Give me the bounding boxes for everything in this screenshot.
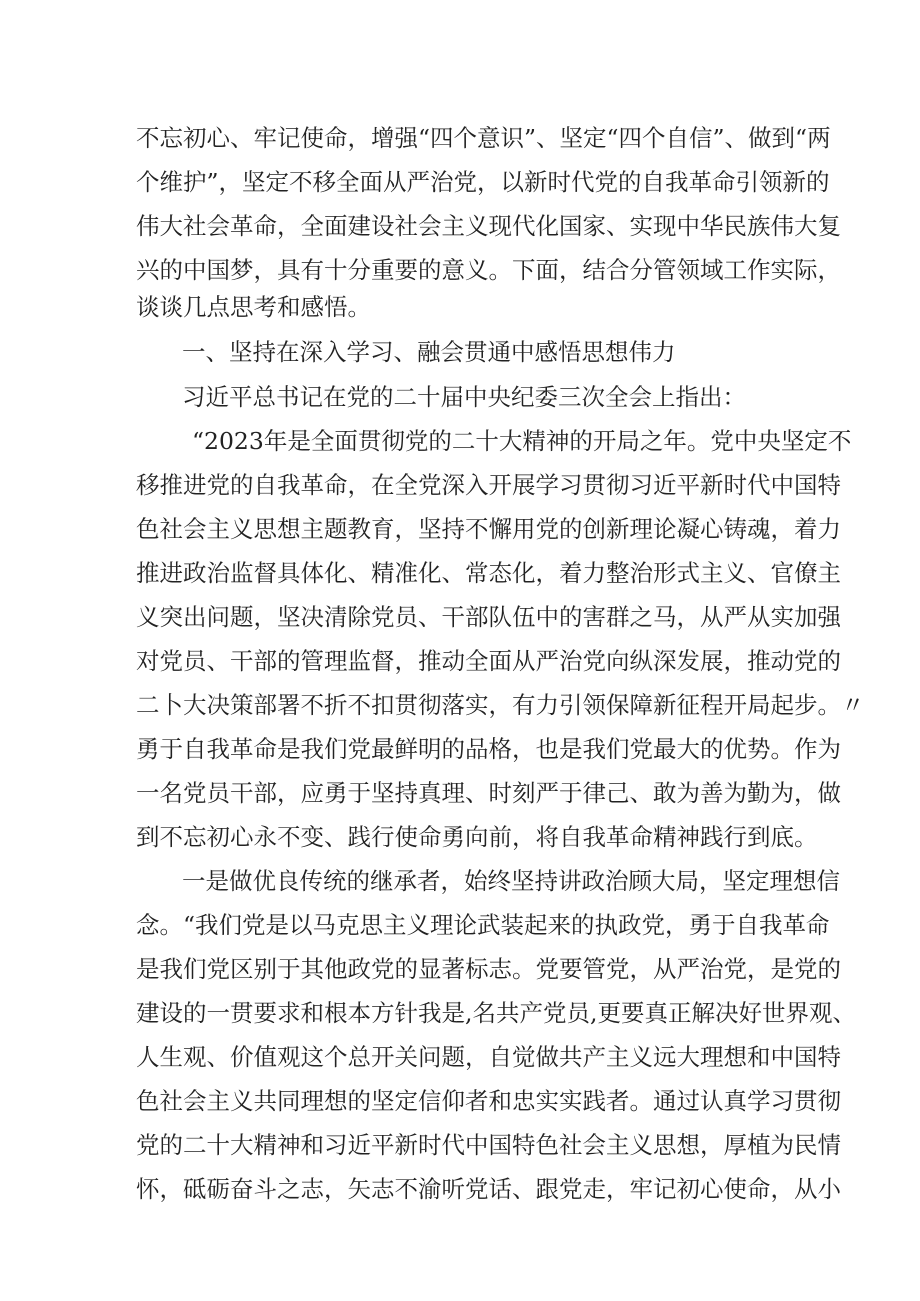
body-text-line: 党的二十大精神和习近平新时代中国特色社会主义思想，厚植为民情 bbox=[136, 1131, 841, 1159]
quote-text-line: 推进政治监督具体化、精准化、常态化，着力整治形式主义、官僚主 bbox=[136, 559, 841, 587]
quote-text-line: 色社会主义思想主题教育，坚持不懈用党的创新理论凝心铸魂，着力 bbox=[136, 515, 841, 543]
body-text-line: 不忘初心、牢记使命，增强“四个意识”、坚定“四个自信”、做到“两 bbox=[136, 124, 831, 152]
quote-text-line: 义突出问题，坚决清除党员、干部队伍中的害群之马，从严从实加强 bbox=[136, 603, 841, 631]
body-text-line: 一名党员干部，应勇于坚持真理、时刻严于律己、敢为善为勤为，做 bbox=[136, 779, 841, 807]
body-text-line: 个维护”，坚定不移全面从严治党，以新时代党的自我革命引领新的 bbox=[136, 168, 830, 196]
body-text-line: 一是做优良传统的继承者，始终坚持讲政治顾大局，坚定理想信 bbox=[182, 867, 840, 895]
quote-text-line: 二卜大决策部署不折不扣贯彻落实，有力引领保障新征程开局起步。〃 bbox=[136, 691, 865, 719]
quote-text-line: “2023年是全面贯彻党的二十大精神的开局之年。党中央坚定不 bbox=[192, 427, 852, 455]
body-text-line: 习近平总书记在党的二十届中央纪委三次全会上指出： bbox=[182, 383, 746, 411]
body-text-line: 谈谈几点思考和感悟。 bbox=[136, 293, 371, 321]
body-text-line: 人生观、价值观这个总开关问题，自觉做共产主义远大理想和中国特 bbox=[136, 1043, 841, 1071]
body-text-line: 到不忘初心永不变、践行使命勇向前，将自我革命精神践行到底。 bbox=[136, 823, 818, 851]
body-text-line: 念。“我们党是以马克思主义理论武装起来的执政党，勇于自我革命 bbox=[136, 911, 830, 939]
body-text-line: 是我们党区别于其他政党的显著标志。党要管党，从严治党，是党的 bbox=[136, 955, 841, 983]
body-text-line: 勇于自我革命是我们党最鲜明的品格，也是我们党最大的优势。作为 bbox=[136, 735, 841, 763]
body-text-line: 色社会主义共同理想的坚定信仰者和忠实实践者。通过认真学习贯彻 bbox=[136, 1087, 841, 1115]
quote-text-line: 对党员、干部的管理监督，推动全面从严治党向纵深发展，推动党的 bbox=[136, 647, 841, 675]
section-heading: 一、坚持在深入学习、融会贯通中感悟思想伟力 bbox=[182, 338, 676, 366]
body-text-line: 建设的一贯要求和根本方针我是,名共产党员,更要真正解决好世界观、 bbox=[136, 999, 856, 1027]
body-text-line: 怀，砥砺奋斗之志，矢志不渝听党话、跟党走，牢记初心使命，从小 bbox=[136, 1175, 841, 1203]
quote-text-line: 移推进党的自我革命，在全党深入开展学习贯彻习近平新时代中国特 bbox=[136, 471, 841, 499]
body-text-line: 伟大社会革命，全面建设社会主义现代化国家、实现中华民族伟大复 bbox=[136, 212, 841, 240]
body-text-line: 兴的中国梦，具有十分重要的意义。下面，结合分管领域工作实际， bbox=[136, 256, 841, 284]
